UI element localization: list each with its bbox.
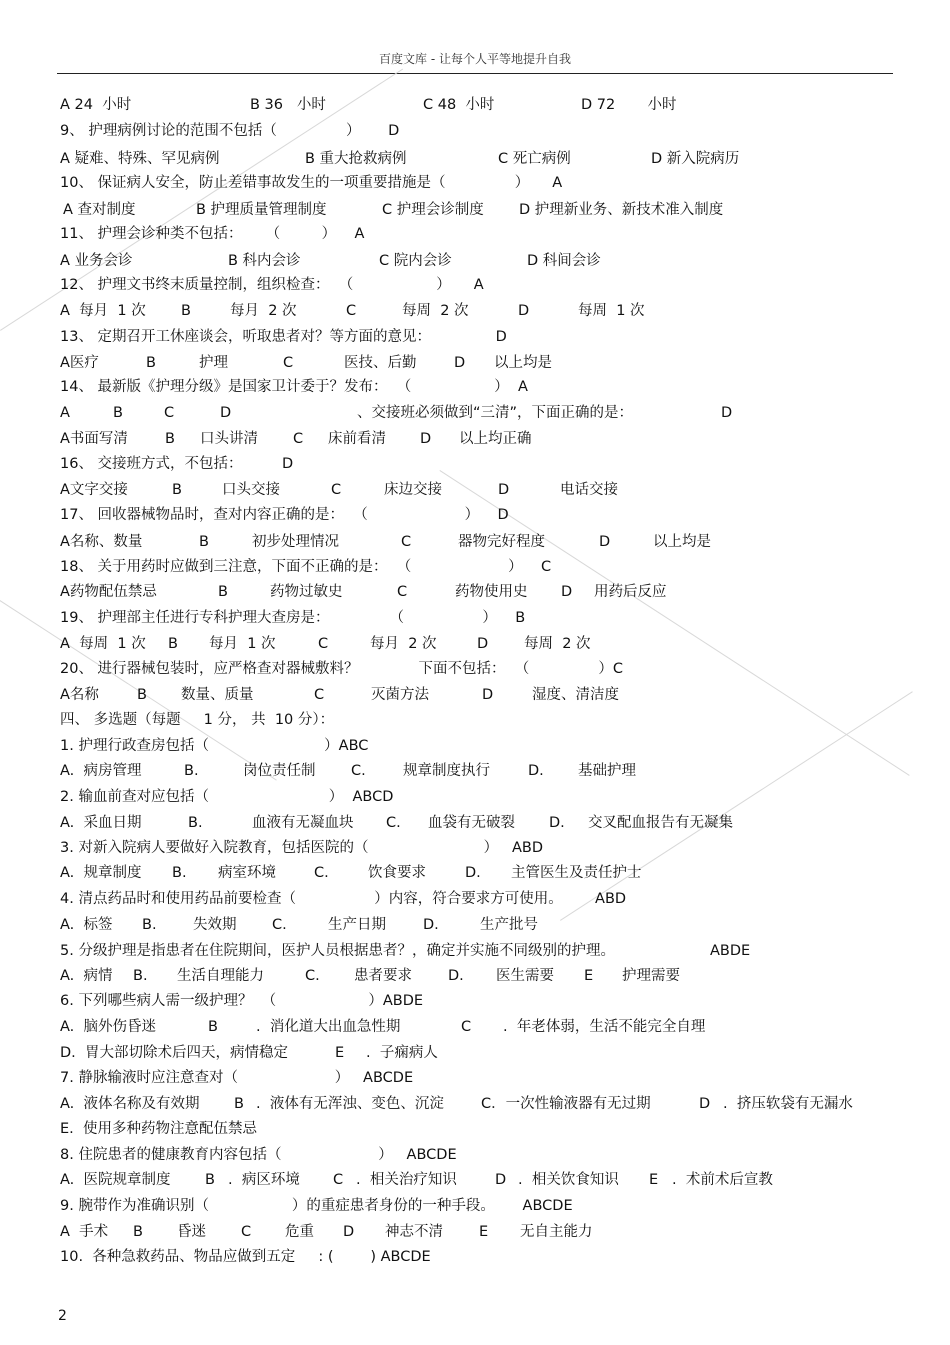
text-segment: D [343,1224,355,1240]
text-segment: B [113,405,123,421]
text-segment: A书面写清 [60,431,128,447]
text-segment: A. 标签 [60,917,113,933]
text-segment: 床前看清 [328,431,386,447]
text-segment: C [318,636,329,652]
text-segment: 8. 住院患者的健康教育内容包括（ ） ABCDE [60,1147,457,1163]
text-segment: D [561,584,573,600]
text-segment: D [482,687,494,703]
text-segment: C 护理会诊制度 [382,202,484,218]
text-segment: 每周 2 次 [524,636,591,652]
text-segment: 四、 多选题（每题 1 分， 共 10 分）： [60,712,335,728]
text-segment: 规章制度执行 [403,763,490,779]
text-segment: C [241,1224,252,1240]
text-segment: 9、 护理病例讨论的范围不包括（ ） D [60,123,400,139]
text-segment: B [133,1224,143,1240]
text-segment: C [401,534,412,550]
text-segment: B. [188,815,203,831]
text-segment: 每周 2 次 [402,303,469,319]
text-segment: 16、 交接班方式，不包括： [60,456,243,472]
text-segment: 医生需要 [496,968,554,984]
text-segment: ABDE [710,943,751,959]
text-segment: A 每周 1 次 [60,636,146,652]
text-segment: D. [528,763,544,779]
text-segment: 患者要求 [354,968,412,984]
text-segment: A. 液体名称及有效期 [60,1096,200,1112]
text-segment: 以上均是 [653,534,711,550]
text-segment: B [199,534,209,550]
text-segment: A 手术 [60,1224,109,1240]
text-segment: B 护理质量管理制度 [196,202,327,218]
text-segment: B [172,482,182,498]
text-segment: C [346,303,357,319]
text-segment: 、交接班必须做到“三清”，下面正确的是： [357,405,634,421]
text-segment: B [137,687,147,703]
text-segment: 血袋有无破裂 [428,815,515,831]
text-segment: 用药后反应 [594,584,667,600]
text-segment: B [208,1019,218,1035]
text-segment: A 业务会诊 [60,253,133,269]
text-segment: 3. 对新入院病人要做好入院教育，包括医院的（ ） ABD [60,840,544,856]
text-segment: E [649,1172,659,1188]
text-segment: 神志不清 [385,1224,443,1240]
text-segment: A. 病房管理 [60,763,142,779]
text-segment: . 相关治疗知识 [356,1172,457,1188]
text-segment: 18、 关于用药时应做到三注意，下面不正确的是： （ ） C [60,559,552,575]
text-segment: D [699,1096,711,1112]
text-segment: C. [386,815,401,831]
text-segment: 灭菌方法 [371,687,429,703]
text-segment: 初步处理情况 [252,534,339,550]
text-segment: D [518,303,530,319]
text-segment: 4. 清点药品时和使用药品前要检查（ ）内容，符合要求方可使用。 ABD [60,891,627,907]
text-segment: 11、 护理会诊种类不包括： （ ） A [60,226,365,242]
text-segment: 岗位责任制 [243,763,316,779]
text-segment: B [234,1096,244,1112]
text-segment: 电话交接 [560,482,618,498]
text-segment: D 科间会诊 [527,253,601,269]
text-segment: 6. 下列哪些病人需一级护理？ （ ）ABDE [60,993,424,1009]
text-segment: A. 医院规章制度 [60,1172,171,1188]
text-segment: C [164,405,175,421]
text-segment: D. [549,815,565,831]
text-segment: 5. 分级护理是指患者在住院期间，医护人员根据患者？，确定并实施不同级别的护理。 [60,943,615,959]
text-segment: . 相关饮食知识 [518,1172,619,1188]
text-segment: D. 胃大部切除术后四天，病情稳定 [60,1045,288,1061]
text-segment: B. [133,968,148,984]
text-segment: C．一次性输液器有无过期 [481,1096,651,1112]
text-segment: 9. 腕带作为准确识别（ ）的重症患者身份的一种手段。 ABCDE [60,1198,573,1214]
text-segment: D [495,1172,507,1188]
text-segment: B 36 小时 [250,97,326,113]
text-segment: 1. 护理行政查房包括（ ）ABC [60,738,369,754]
text-segment: C 院内会诊 [379,253,452,269]
text-segment: 主管医生及责任护士 [511,865,642,881]
text-segment: C. [272,917,287,933]
text-segment: 14、 最新版《护理分级》是国家卫计委于？发布： （ ） A [60,379,528,395]
text-segment: A. 采血日期 [60,815,142,831]
text-segment: D [498,482,510,498]
text-segment: 基础护理 [578,763,636,779]
text-segment: 交叉配血报告有无凝集 [588,815,733,831]
page-header: 百度文库 - 让每个人平等地提升自我 [379,52,571,66]
text-segment: 危重 [285,1224,314,1240]
text-segment: 生产日期 [328,917,386,933]
text-segment: 2. 输血前查对应包括（ ） ABCD [60,789,394,805]
text-segment: 以上均正确 [459,431,532,447]
text-segment: C 48 小时 [423,97,495,113]
text-segment: 床边交接 [384,482,442,498]
text-segment: 器物完好程度 [458,534,545,550]
text-segment: C [333,1172,344,1188]
text-segment: B [168,636,178,652]
text-segment: E [584,968,594,984]
text-segment: D [220,405,232,421]
text-segment: E [335,1045,345,1061]
text-segment: D [420,431,432,447]
text-segment: 药物过敏史 [270,584,343,600]
text-segment: . 液体有无浑浊、变色、沉淀 [256,1096,444,1112]
text-segment: . 病区环境 [228,1172,300,1188]
text-segment: 湿度、清洁度 [532,687,619,703]
text-segment: E [479,1224,489,1240]
text-segment: 昏迷 [177,1224,206,1240]
text-segment: C [314,687,325,703]
text-segment: . 子痫病人 [366,1045,438,1061]
text-segment: . 年老体弱，生活不能完全自理 [503,1019,706,1035]
watermark-line [560,691,913,921]
text-segment: A. 脑外伤昏迷 [60,1019,156,1035]
text-segment: B. [172,865,187,881]
text-segment: D 72 小时 [581,97,677,113]
text-segment: B 重大抢救病例 [305,151,407,167]
text-segment: . 术前术后宣教 [672,1172,773,1188]
text-segment: A. 病情 [60,968,113,984]
text-segment: A 查对制度 [63,202,136,218]
text-segment: B. [184,763,199,779]
text-segment: 每周 1 次 [578,303,645,319]
text-segment: B [146,355,156,371]
text-segment: C. [305,968,320,984]
text-segment: A文字交接 [60,482,128,498]
text-segment: 生活自理能力 [177,968,264,984]
text-segment: 无自主能力 [520,1224,593,1240]
text-segment: B [218,584,228,600]
text-segment: C [397,584,408,600]
text-segment: D [454,355,466,371]
text-segment: 以上均是 [494,355,552,371]
text-segment: 医技、后勤 [344,355,417,371]
text-segment: B 科内会诊 [228,253,301,269]
text-segment: A医疗 [60,355,99,371]
text-segment: B [165,431,175,447]
text-segment: A 每月 1 次 [60,303,146,319]
header-rule [57,73,893,74]
text-segment: 7. 静脉输液时应注意查对（ ） ABCDE [60,1070,414,1086]
text-segment: 饮食要求 [368,865,426,881]
text-segment: 口头交接 [222,482,280,498]
text-segment: 病室环境 [218,865,276,881]
text-segment: 10、 保证病人安全，防止差错事故发生的一项重要措施是（ ） A [60,175,563,191]
text-segment: C [461,1019,472,1035]
text-segment: C [293,431,304,447]
text-segment: 护理 [199,355,228,371]
text-segment: 10. 各种急救药品、物品应做到五定 : ( ) ABCDE [60,1249,431,1265]
text-segment: C [283,355,294,371]
text-segment: 每月 2 次 [230,303,297,319]
text-segment: D 护理新业务、新技术准入制度 [519,202,724,218]
text-segment: D. [465,865,481,881]
text-segment: C [331,482,342,498]
text-segment: A 疑难、特殊、罕见病例 [60,151,220,167]
text-segment: 每月 2 次 [370,636,437,652]
text-segment: D [599,534,611,550]
page-number: 2 [58,1308,67,1324]
text-segment: D [282,456,294,472]
text-segment: 13、 定期召开工休座谈会，听取患者对？等方面的意见： D [60,329,507,345]
text-segment: D [477,636,489,652]
text-segment: . 挤压软袋有无漏水 [723,1096,853,1112]
text-segment: C 死亡病例 [498,151,571,167]
text-segment: A名称、数量 [60,534,143,550]
text-segment: 生产批号 [480,917,538,933]
text-segment: 血液有无凝血块 [252,815,354,831]
text-segment: E. 使用多种药物注意配伍禁忌 [60,1121,257,1137]
text-segment: A名称 [60,687,99,703]
text-segment: 数量、质量 [181,687,254,703]
text-segment: B [181,303,191,319]
text-segment: A. 规章制度 [60,865,142,881]
text-segment: B [205,1172,215,1188]
text-segment: 口头讲清 [200,431,258,447]
text-segment: 19、 护理部主任进行专科护理大查房是： （ ） B [60,610,526,626]
text-segment: D. [423,917,439,933]
text-segment: C. [314,865,329,881]
text-segment: 失效期 [193,917,237,933]
text-segment: 药物使用史 [455,584,528,600]
text-segment: 每月 1 次 [209,636,276,652]
text-segment: A 24 小时 [60,97,132,113]
text-segment: 20、 进行器械包装时，应严格查对器械敷料？ 下面不包括： （ ）C [60,661,623,677]
text-segment: D. [448,968,464,984]
text-segment: D [721,405,733,421]
text-segment: A [60,405,70,421]
text-segment: A药物配伍禁忌 [60,584,157,600]
text-segment: 17、 回收器械物品时，查对内容正确的是： （ ） D [60,507,509,523]
text-segment: . 消化道大出血急性期 [256,1019,401,1035]
text-segment: 护理需要 [622,968,680,984]
text-segment: 12、 护理文书终末质量控制，组织检查： （ ） A [60,277,484,293]
text-segment: B. [142,917,157,933]
text-segment: C. [351,763,366,779]
text-segment: D 新入院病历 [651,151,740,167]
